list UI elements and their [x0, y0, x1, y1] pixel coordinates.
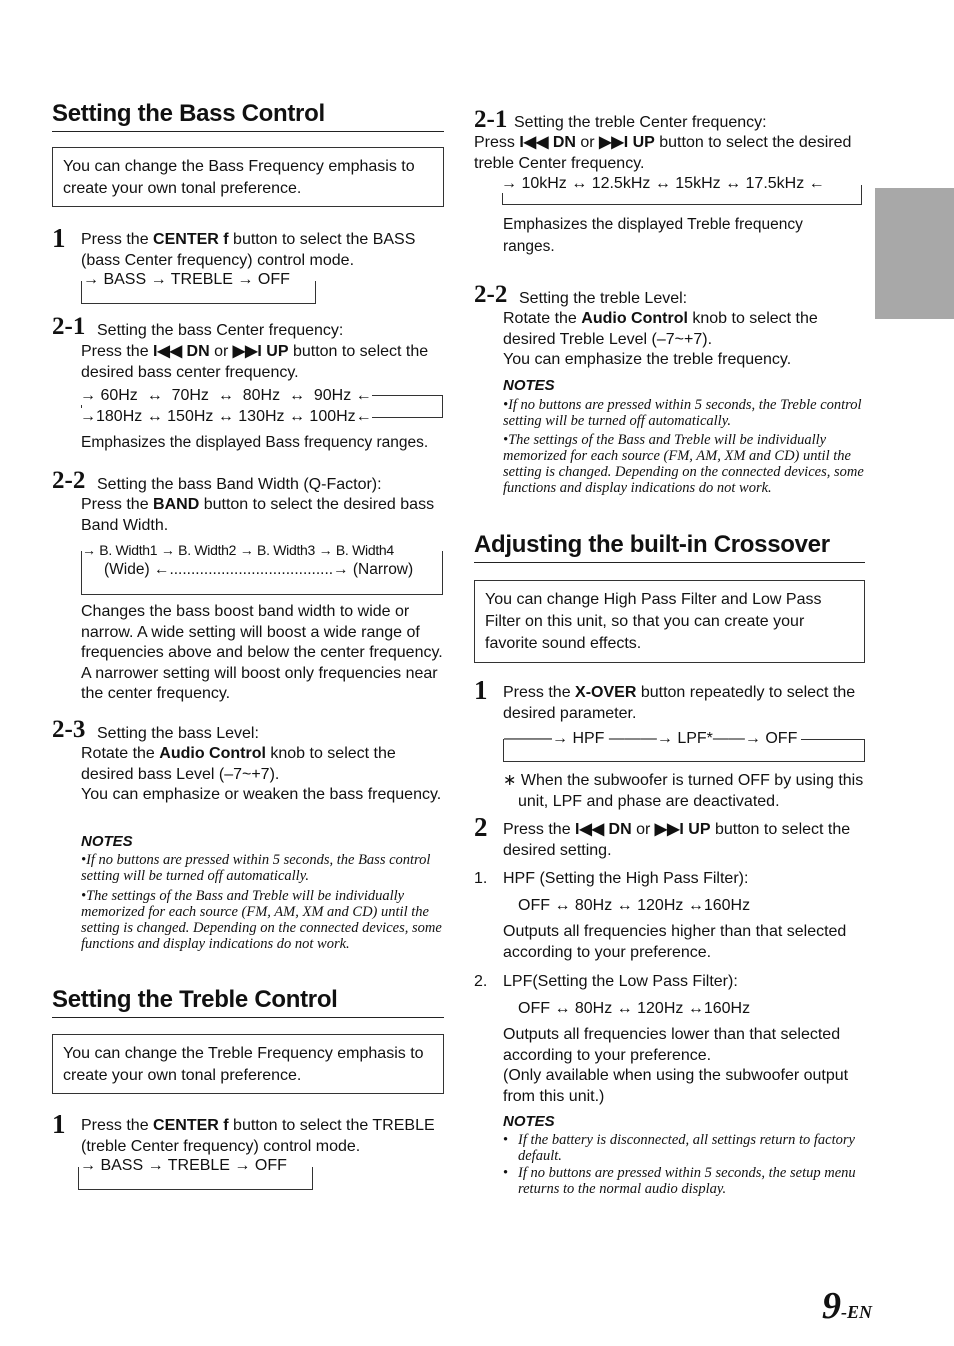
treble-mode-sequence: → BASS → TREBLE → OFF — [80, 1157, 290, 1175]
bass-note-1: •If no buttons are pressed within 5 seconds, the Bass control setting will be turned off automatically. — [81, 852, 431, 884]
bass-step1-post: button to select the BASS (bass Center frequency) control mode. — [81, 231, 416, 269]
bass-step23-post: knob to select the desired bass Level (–7~+7). — [81, 745, 396, 783]
treble-step1-pre: Press the — [81, 1117, 154, 1134]
bullet-icon: • — [503, 1132, 509, 1148]
treble-step22-number: 2-2 — [474, 281, 508, 308]
bass-notes-title: NOTES — [81, 833, 133, 850]
hpf-title: HPF (Setting the High Pass Filter): — [503, 870, 749, 887]
bass-mode-sequence-box — [81, 271, 316, 304]
dn-button-label: I◀◀ DN — [575, 821, 632, 838]
hpf-values: OFF ↔ 80Hz ↔ 120Hz ↔160Hz — [518, 897, 751, 914]
bass-freq-row2: →180Hz ↔ 150Hz ↔ 130Hz ↔ 100Hz← — [80, 408, 372, 425]
bass-step23-title: Setting the bass Level: — [97, 725, 259, 742]
treble-freq-loop-box — [501, 175, 862, 205]
band-button-label: BAND — [153, 496, 200, 513]
lpf-title: LPF(Setting the Low Pass Filter): — [503, 973, 738, 990]
side-tab-marker — [875, 188, 954, 319]
up-button-label: ▶▶I UP — [599, 134, 655, 151]
crossover-section-heading — [474, 531, 865, 563]
treble-notes-title: NOTES — [503, 377, 555, 394]
bass-bandwidth-row2: (Wide) ←......................................→ (Narrow) — [104, 561, 414, 578]
bass-title: Setting the Bass Control — [52, 100, 444, 132]
bass-step21-desc: Emphasizes the displayed Bass frequency ranges. — [81, 434, 429, 451]
bass-step22-number: 2-2 — [52, 467, 86, 494]
crossover-step2-post: button to select the desired setting. — [503, 821, 851, 859]
treble-mode-sequence-box — [78, 1157, 313, 1190]
xover-button-label: X-OVER — [575, 684, 637, 701]
audio-control-label: Audio Control — [159, 745, 266, 762]
dn-button-label: I◀◀ DN — [153, 343, 210, 360]
bass-step21-number: 2-1 — [52, 313, 86, 340]
treble-intro-text: You can change the Treble Frequency emphasis to create your own tonal preference. — [63, 1045, 424, 1084]
hpf-number: 1. — [474, 870, 488, 887]
treble-note-1: •If no buttons are pressed within 5 seconds, the Treble control setting will be turned off automatically. — [503, 397, 862, 429]
bass-step22-desc: Changes the bass boost band width to wide or narrow. A wide setting will boost a wide range of frequencies above and below the center frequency. A narrower setting will boost only frequencies near the center frequency. — [81, 603, 443, 702]
bass-step23-pre: Rotate the — [81, 745, 160, 762]
crossover-step1-pre: Press the — [503, 684, 576, 701]
treble-step21-or: or — [575, 134, 600, 151]
crossover-title: Adjusting the built-in Crossover — [474, 531, 865, 563]
page-number — [822, 1284, 872, 1328]
bass-freq-loop-box — [80, 387, 443, 425]
crossover-note-1-text: If the battery is disconnected, all settings return to factory default. — [518, 1132, 855, 1164]
bullet-icon: • — [503, 1165, 509, 1181]
treble-note-2: •The settings of the Bass and Treble will be individually memorized for each source (FM, AM, XM and CD) until the setting is changed. Depending on the connected devices, some functions and display indications do not work. — [503, 432, 864, 496]
crossover-intro-box — [474, 580, 865, 663]
treble-step22-desc: You can emphasize the treble frequency. — [503, 351, 792, 368]
bass-step23-text — [81, 744, 444, 785]
crossover-sequence-box — [503, 730, 865, 762]
bass-intro-box — [52, 147, 444, 207]
crossover-step1-number: 1 — [474, 675, 488, 705]
treble-step22-text — [503, 309, 866, 350]
crossover-note-2-text: If no buttons are pressed within 5 seconds, the setup menu returns to the normal audio display. — [518, 1165, 856, 1197]
audio-control-label: Audio Control — [581, 310, 688, 327]
crossover-notes-title: NOTES — [503, 1113, 555, 1130]
bass-step21-pre: Press the — [81, 343, 154, 360]
bass-mode-sequence: → BASS → TREBLE → OFF — [83, 271, 293, 289]
page-number-digit: 9 — [822, 1285, 841, 1327]
lpf-values: OFF ↔ 80Hz ↔ 120Hz ↔160Hz — [518, 1000, 751, 1017]
bass-step22-title: Setting the bass Band Width (Q-Factor): — [97, 476, 382, 493]
bass-step21-post: button to select the desired bass center frequency. — [81, 343, 429, 381]
treble-step21-desc: Emphasizes the displayed Treble frequency ranges. — [503, 216, 803, 255]
bass-bandwidth-box — [81, 542, 443, 595]
lpf-number: 2. — [474, 973, 488, 990]
treble-section-heading — [52, 986, 444, 1018]
treble-title: Setting the Treble Control — [52, 986, 444, 1018]
up-button-label: ▶▶I UP — [232, 343, 289, 360]
dn-button-label: I◀◀ DN — [519, 134, 576, 151]
treble-step21-title: Setting the treble Center frequency: — [514, 114, 767, 131]
bass-step1-button: CENTER f — [153, 231, 229, 248]
treble-step21-number: 2-1 — [474, 106, 508, 133]
crossover-note-1 — [503, 1132, 866, 1164]
treble-step1-post: button to select the TREBLE (treble Center frequency) control mode. — [81, 1117, 435, 1155]
bass-step1-number: 1 — [52, 223, 66, 253]
treble-step21-pre: Press — [474, 134, 520, 151]
bass-step1-text — [81, 230, 444, 271]
bass-step22-text — [81, 495, 444, 536]
bass-note-2: •The settings of the Bass and Treble will be individually memorized for each source (FM, AM, XM and CD) until the setting is changed. Depending on the connected devices, some functions and display indications do not work. — [81, 888, 442, 952]
bass-step21-or: or — [209, 343, 233, 360]
bass-intro-text: You can change the Bass Frequency emphasis to create your own tonal preference. — [63, 158, 415, 197]
lpf-desc-2: (Only available when using the subwoofer output from this unit.) — [503, 1067, 849, 1105]
treble-step22-title: Setting the treble Level: — [519, 290, 688, 307]
crossover-intro-text: You can change High Pass Filter and Low Pass Filter on this unit, so that you can create your favorite sound effects. — [485, 591, 822, 652]
lpf-desc: Outputs all frequencies lower than that selected according to your preference. — [503, 1026, 841, 1064]
page-number-suffix: -EN — [841, 1302, 872, 1322]
hpf-desc: Outputs all frequencies higher than that selected according to your preference. — [503, 923, 847, 961]
crossover-sequence: ———→ HPF ———→ LPF*——→ OFF — [504, 730, 801, 748]
treble-freq-row: → 10kHz ↔ 12.5kHz ↔ 15kHz ↔ 17.5kHz ← — [501, 175, 825, 192]
crossover-step2-text — [503, 820, 866, 861]
treble-step1-text — [81, 1116, 444, 1157]
bass-step1-pre: Press the — [81, 231, 154, 248]
crossover-step2-number: 2 — [474, 812, 488, 842]
bass-step21-title: Setting the bass Center frequency: — [97, 322, 344, 339]
up-button-label: ▶▶I UP — [654, 821, 711, 838]
bass-step22-post: button to select the desired bass Band Width. — [81, 496, 435, 534]
treble-step22-post: knob to select the desired Treble Level (–7~+7). — [503, 310, 818, 348]
crossover-step1-text — [503, 683, 866, 724]
treble-step21-text — [474, 133, 866, 174]
treble-step21-post: button to select the desired treble Center frequency. — [474, 134, 852, 172]
crossover-note-2 — [503, 1165, 866, 1197]
crossover-step2-pre: Press the — [503, 821, 576, 838]
bass-step22-pre: Press the — [81, 496, 154, 513]
treble-step1-button: CENTER f — [153, 1117, 229, 1134]
treble-step22-pre: Rotate the — [503, 310, 582, 327]
bass-step23-number: 2-3 — [52, 716, 86, 743]
treble-intro-box — [52, 1034, 444, 1094]
crossover-step1-post: button repeatedly to select the desired parameter. — [503, 684, 856, 722]
crossover-step2-or: or — [631, 821, 655, 838]
bass-section-heading — [52, 100, 444, 132]
bass-bandwidth-row1: → B. Width1 → B. Width2 → B. Width3 → B. Width4 — [82, 542, 394, 558]
treble-step1-number: 1 — [52, 1109, 66, 1139]
crossover-asterisk-note: ∗ When the subwoofer is turned OFF by using this unit, LPF and phase are deactivated. — [503, 772, 864, 810]
bass-step23-desc: You can emphasize or weaken the bass frequency. — [81, 786, 442, 803]
bass-step21-text — [81, 342, 444, 383]
bass-freq-row1: → 60Hz ↔ 70Hz ↔ 80Hz ↔ 90Hz ← — [80, 387, 372, 404]
